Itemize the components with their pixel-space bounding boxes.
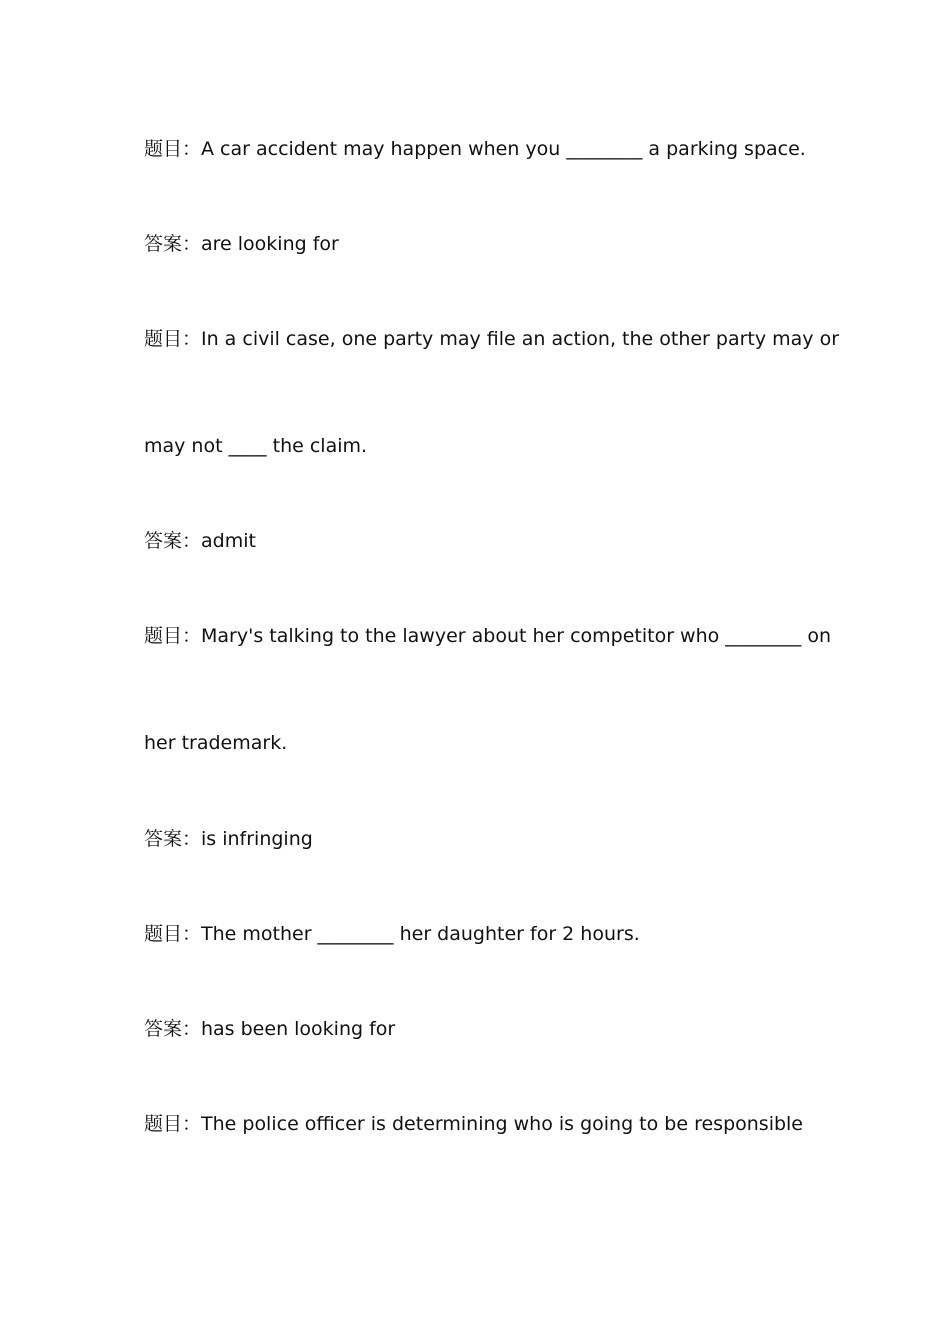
question-3-line-1: 题目：Mary's talking to the lawyer about her competitor who ________ on: [144, 625, 832, 647]
question-3-line-2: her trademark.: [144, 732, 288, 754]
question-4-text: 题目：The mother ________ her daughter for 2 hours.: [144, 923, 640, 945]
question-1-text: 题目：A car accident may happen when you ________ a parking space.: [144, 138, 806, 160]
answer-3-text: 答案：is infringing: [144, 828, 313, 850]
answer-2-text: 答案：admit: [144, 530, 256, 552]
answer-1-text: 答案：are looking for: [144, 233, 339, 255]
question-5-line-1: 题目：The police officer is determining who is going to be responsible: [144, 1113, 803, 1135]
question-2-line-2: may not ____ the claim.: [144, 435, 368, 457]
question-2-line-1: 题目：In a civil case, one party may file an action, the other party may or: [144, 328, 840, 350]
answer-4-text: 答案：has been looking for: [144, 1018, 396, 1040]
